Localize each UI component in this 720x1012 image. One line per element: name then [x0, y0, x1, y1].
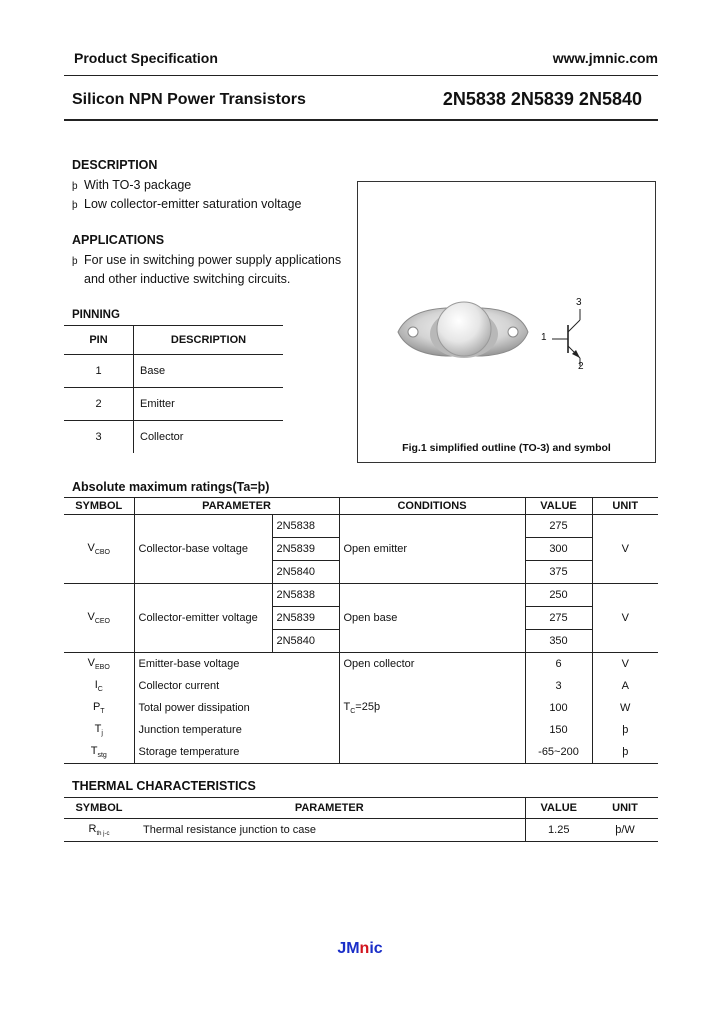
- description-item: þ Low collector-emitter saturation voltage: [72, 197, 302, 211]
- header-left: Product Specification: [74, 50, 218, 66]
- table-row: $I_C$ Collector current 3 A: [64, 675, 658, 697]
- bullet-glyph: þ: [72, 256, 78, 267]
- table-row: 2N5840 375: [64, 561, 658, 584]
- product-family: Silicon NPN Power Transistors: [72, 91, 306, 108]
- table-row: $V_{EBO}$ Emitter-base voltage Open collector 6 V: [64, 653, 658, 676]
- table-row: 1 Base: [64, 355, 283, 388]
- pin-label-emitter: 2: [578, 361, 584, 372]
- figure-box: [357, 181, 656, 463]
- thermal-heading: THERMAL CHARACTERISTICS: [72, 779, 256, 793]
- table-row: $V_{CBO}$ Collector-base voltage 2N5838 Open emitter 275 V: [64, 515, 658, 538]
- table-row: 2 Emitter: [64, 388, 283, 421]
- col-value: VALUE: [540, 802, 577, 814]
- table-row: 3 Collector: [64, 421, 283, 454]
- header-website: www.jmnic.com: [552, 50, 658, 66]
- col-unit: UNIT: [612, 500, 639, 512]
- applications-item-cont: and other inductive switching circuits.: [84, 272, 291, 286]
- table-row: $P_T$ Total power dissipation $T_C=25þ$ 100 W: [64, 697, 658, 719]
- table-row: 2N5839 300: [64, 538, 658, 561]
- pin-label-collector: 3: [576, 297, 582, 308]
- table-row: $T_j$ Junction temperature 150 þ: [64, 719, 658, 741]
- col-unit: UNIT: [612, 802, 638, 814]
- table-row: $R_{th j-c}$ Thermal resistance junction to case 1.25 þ/W: [64, 819, 658, 842]
- col-parameter: PARAMETER: [134, 798, 525, 819]
- table-row: 2N5839 275: [64, 607, 658, 630]
- description-item: þ With TO-3 package: [72, 178, 192, 192]
- bullet-glyph: þ: [72, 181, 78, 192]
- col-conditions: CONDITIONS: [339, 498, 525, 515]
- applications-item: þ For use in switching power supply applications: [72, 253, 342, 267]
- col-symbol: SYMBOL: [64, 498, 134, 515]
- table-row: $V_{CEO}$ Collector-emitter voltage 2N5838 Open base 250 V: [64, 584, 658, 607]
- description-heading: DESCRIPTION: [72, 158, 158, 172]
- col-pin: PIN: [64, 326, 134, 355]
- col-parameter: PARAMETER: [134, 498, 339, 515]
- table-row: 2N5840 350: [64, 630, 658, 653]
- thermal-table: [64, 797, 658, 842]
- ratings-table: [64, 497, 658, 764]
- figure-caption: Fig.1 simplified outline (TO-3) and symbol: [402, 442, 611, 454]
- bullet-glyph: þ: [72, 200, 78, 211]
- table-row: $T_{stg}$ Storage temperature -65~200 þ: [64, 741, 658, 764]
- col-symbol: SYMBOL: [75, 802, 123, 814]
- transistor-symbol: [358, 182, 655, 442]
- col-description: DESCRIPTION: [170, 334, 247, 346]
- applications-heading: APPLICATIONS: [72, 233, 165, 247]
- col-value: VALUE: [525, 498, 592, 515]
- pinning-table: [64, 325, 283, 453]
- header-rule: [64, 75, 658, 76]
- title-rule: [64, 119, 658, 121]
- ratings-heading: Absolute maximum ratings(Ta=þ): [72, 480, 270, 494]
- pinning-heading: PINNING: [72, 309, 120, 321]
- part-numbers: 2N5838 2N5839 2N5840: [442, 89, 642, 109]
- pin-label-base: 1: [541, 332, 547, 343]
- brand-logo: JMnic: [337, 940, 383, 957]
